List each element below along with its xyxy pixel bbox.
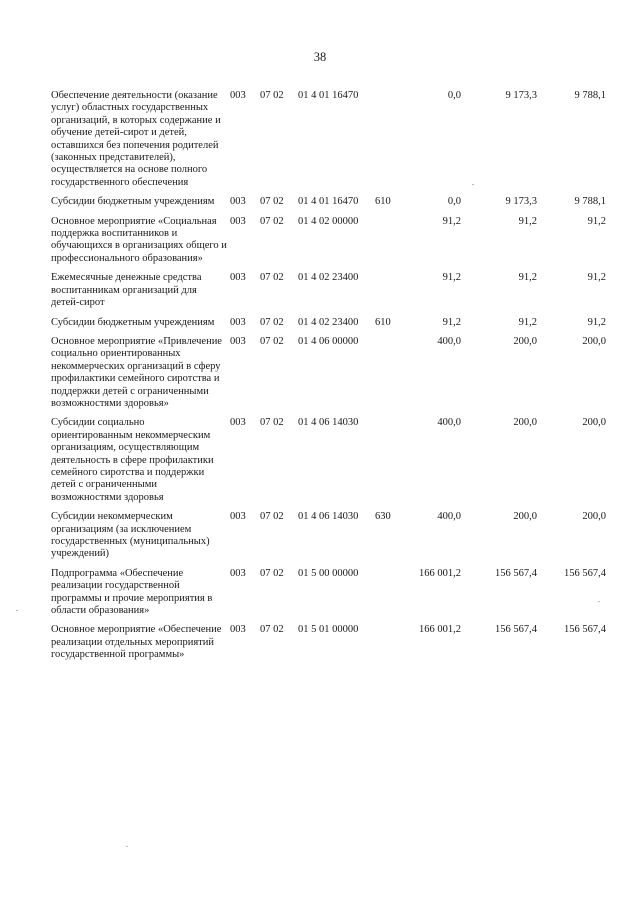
- amount-year-3: 9 788,1: [574, 90, 606, 101]
- expense-name: Основное мероприятие «Привлечение социально ориентированных некоммерческих организаций в сферу профилактики семейного сиротства и поддержки детей с ограниченными возможностями здоровья»: [51, 335, 222, 409]
- scan-speck: [472, 184, 474, 185]
- amount-year-3: 91,2: [587, 316, 606, 328]
- expense-name: Подпрограмма «Обеспечение реализации государственной программы и прочие мероприятия в области образования»: [51, 567, 213, 617]
- ministry-code: 003: [230, 567, 246, 579]
- amount-year-3: 91,2: [587, 272, 606, 284]
- expense-type-code: 630: [375, 511, 391, 523]
- amount-year-2: 200,0: [513, 511, 537, 523]
- target-article-code: 01 4 01 16470: [298, 196, 359, 208]
- expense-name: Основное мероприятие «Обеспечение реализации отдельных мероприятий государственной программы»: [51, 624, 222, 661]
- amount-year-1: 400,0: [437, 335, 461, 347]
- ministry-code: 003: [230, 316, 246, 328]
- budget-row: [51, 272, 611, 309]
- target-article-code: 01 4 01 16470: [298, 90, 359, 101]
- ministry-code: 003: [230, 624, 246, 636]
- expense-name: Субсидии некоммерческим организациям (за исключением государственных (муниципальных) учреждений): [51, 511, 210, 560]
- section-code: 07 02: [260, 567, 284, 579]
- amount-year-1: 91,2: [442, 316, 461, 328]
- budget-row: [51, 216, 611, 266]
- amount-year-1: 91,2: [442, 215, 461, 227]
- amount-year-2: 9 173,3: [505, 196, 537, 208]
- budget-row: [51, 568, 611, 618]
- scan-speck: [16, 610, 18, 611]
- section-code: 07 02: [260, 215, 284, 227]
- ministry-code: 003: [230, 215, 246, 227]
- amount-year-1: 166 001,2: [419, 624, 461, 636]
- ministry-code: 003: [230, 417, 246, 429]
- budget-row: [51, 90, 611, 189]
- target-article-code: 01 4 02 23400: [298, 316, 359, 328]
- ministry-code: 003: [230, 196, 246, 208]
- section-code: 07 02: [260, 316, 284, 328]
- ministry-code: 003: [230, 272, 246, 284]
- section-code: 07 02: [260, 90, 284, 101]
- scan-speck: [598, 601, 600, 602]
- amount-year-3: 200,0: [582, 417, 606, 429]
- amount-year-2: 91,2: [518, 215, 537, 227]
- ministry-code: 003: [230, 335, 246, 347]
- budget-row: [51, 196, 611, 208]
- amount-year-3: 9 788,1: [574, 196, 606, 208]
- target-article-code: 01 4 06 14030: [298, 511, 359, 523]
- amount-year-1: 166 001,2: [419, 567, 461, 579]
- target-article-code: 01 4 06 14030: [298, 417, 359, 429]
- amount-year-2: 91,2: [518, 272, 537, 284]
- expense-name: Ежемесячные денежные средства воспитанникам организаций для детей-сирот: [51, 272, 202, 309]
- expense-name: Субсидии социально ориентированным некоммерческим организациям, осуществляющим деятельность в сфере профилактики семейного сиротства и поддержки детей с ограниченными возможностями здоровья: [51, 417, 214, 503]
- expense-type-code: 610: [375, 196, 391, 208]
- expense-name: Основное мероприятие «Социальная поддержка воспитанников и обучающихся в организациях общего и профессионального образования»: [51, 215, 227, 264]
- expense-name: Субсидии бюджетным учреждениям: [51, 316, 215, 328]
- amount-year-2: 200,0: [513, 417, 537, 429]
- section-code: 07 02: [260, 335, 284, 347]
- amount-year-1: 400,0: [437, 511, 461, 523]
- amount-year-1: 0,0: [447, 196, 461, 208]
- amount-year-3: 200,0: [582, 335, 606, 347]
- amount-year-1: 0,0: [447, 90, 461, 101]
- amount-year-2: 91,2: [518, 316, 537, 328]
- budget-row: [51, 624, 611, 661]
- section-code: 07 02: [260, 417, 284, 429]
- amount-year-3: 91,2: [587, 215, 606, 227]
- expense-name: Обеспечение деятельности (оказание услуг) областных государственных организаций, в которых содержание и обучение детей-сирот и детей, оставшихся без попечения родителей (законных представителей), осуществляется на основе полного государственного обеспечения: [51, 90, 221, 188]
- budget-table: [51, 90, 611, 669]
- amount-year-2: 9 173,3: [505, 90, 537, 101]
- ministry-code: 003: [230, 90, 246, 101]
- budget-row: [51, 317, 611, 329]
- ministry-code: 003: [230, 511, 246, 523]
- amount-year-1: 91,2: [442, 272, 461, 284]
- budget-row: [51, 336, 611, 410]
- amount-year-3: 200,0: [582, 511, 606, 523]
- target-article-code: 01 5 00 00000: [298, 567, 359, 579]
- section-code: 07 02: [260, 511, 284, 523]
- page-number: 38: [313, 50, 327, 64]
- section-code: 07 02: [260, 624, 284, 636]
- scan-speck: [126, 846, 128, 847]
- amount-year-2: 156 567,4: [495, 567, 537, 579]
- expense-type-code: 610: [375, 316, 391, 328]
- target-article-code: 01 4 02 23400: [298, 272, 359, 284]
- target-article-code: 01 4 06 00000: [298, 335, 359, 347]
- budget-row: [51, 511, 611, 561]
- amount-year-3: 156 567,4: [564, 567, 606, 579]
- section-code: 07 02: [260, 272, 284, 284]
- budget-row: [51, 417, 611, 504]
- section-code: 07 02: [260, 196, 284, 208]
- amount-year-3: 156 567,4: [564, 624, 606, 636]
- expense-name: Субсидии бюджетным учреждениям: [51, 196, 215, 208]
- amount-year-1: 400,0: [437, 417, 461, 429]
- amount-year-2: 200,0: [513, 335, 537, 347]
- target-article-code: 01 4 02 00000: [298, 215, 359, 227]
- amount-year-2: 156 567,4: [495, 624, 537, 636]
- target-article-code: 01 5 01 00000: [298, 624, 359, 636]
